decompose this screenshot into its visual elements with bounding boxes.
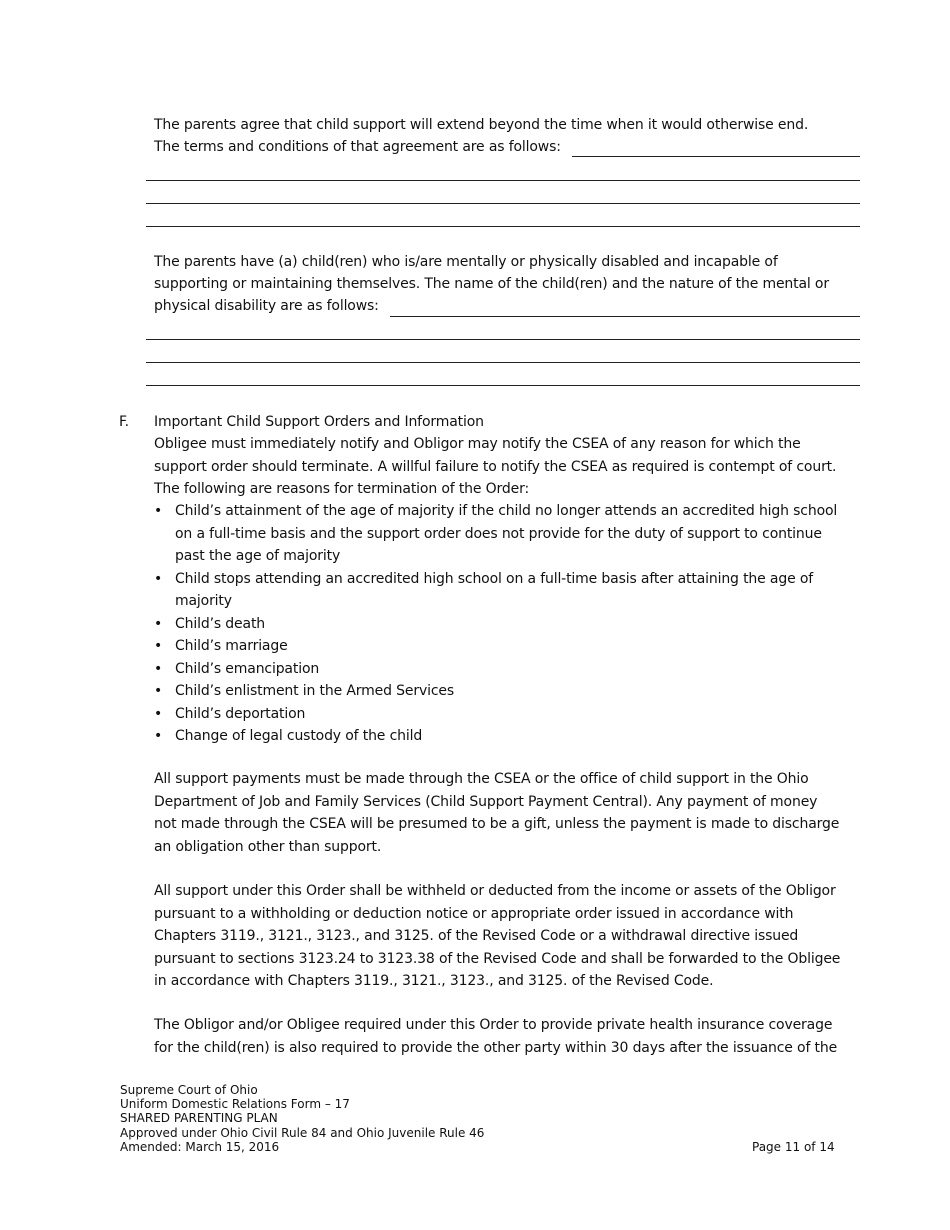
payments-paragraph	[154, 768, 839, 858]
withholding-paragraph	[154, 880, 840, 993]
list-item	[154, 635, 837, 658]
list-item	[154, 613, 837, 636]
list-item-line: • Child’s emancipation	[175, 660, 320, 677]
list-item-line: on a full-time basis and the support order does not provide for the duty of support to continue	[175, 525, 822, 542]
list-item	[154, 725, 837, 748]
list-item	[154, 703, 837, 726]
list-item	[154, 680, 837, 703]
section-letter: F.	[119, 414, 129, 430]
paragraph-line: an obligation other than support.	[154, 838, 382, 855]
page-footer	[120, 1083, 484, 1154]
footer-approved: Approved under Ohio Civil Rule 84 and Ohio Juvenile Rule 46	[120, 1125, 485, 1140]
section-heading: Important Child Support Orders and Information	[154, 414, 484, 430]
paragraph-line: All support payments must be made through the CSEA or the office of child support in the Ohio	[154, 771, 809, 787]
paragraph-line: support order should terminate. A willful failure to notify the CSEA as required is contempt of court.	[154, 458, 837, 475]
list-item-line: past the age of majority	[175, 548, 341, 564]
footer-amended: Amended: March 15, 2016	[120, 1139, 280, 1154]
insurance-paragraph	[154, 1014, 837, 1059]
paragraph-line: in accordance with Chapters 3119., 3121., 3123., and 3125. of the Revised Code.	[154, 973, 714, 989]
list-item-line: majority	[175, 593, 232, 609]
agreement-blank-line[interactable]	[146, 226, 860, 227]
agreement-input-line[interactable]	[572, 156, 860, 157]
paragraph-line: Chapters 3119., 3121., 3123., and 3125. of the Revised Code or a withdrawal directive issued	[154, 928, 799, 944]
agreement-text-line-2: The terms and conditions of that agreement are as follows:	[154, 139, 561, 155]
list-item-line: • Change of legal custody of the child	[175, 728, 423, 744]
paragraph-line: not made through the CSEA will be presumed to be a gift, unless the payment is made to discharge	[154, 816, 840, 832]
footer-plan: SHARED PARENTING PLAN	[120, 1111, 278, 1126]
list-item-line: • Child stops attending an accredited high school on a full-time basis after attaining the age of	[175, 570, 814, 587]
disability-blank-line[interactable]	[146, 339, 860, 340]
disability-input-line[interactable]	[390, 316, 860, 317]
list-item-line: • Child’s enlistment in the Armed Services	[175, 683, 454, 699]
footer-form: Uniform Domestic Relations Form – 17	[120, 1097, 350, 1112]
paragraph-line: pursuant to sections 3123.24 to 3123.38 of the Revised Code and shall be forwarded to the Obligee	[154, 950, 841, 967]
footer-court: Supreme Court of Ohio	[120, 1083, 258, 1097]
paragraph-line: Department of Job and Family Services (Child Support Payment Central). Any payment of money	[154, 793, 818, 810]
agreement-blank-line[interactable]	[146, 180, 860, 181]
paragraph-line: pursuant to a withholding or deduction notice or appropriate order issued in accordance with	[154, 905, 794, 922]
list-item	[154, 568, 837, 613]
list-item-line: • Child’s marriage	[175, 638, 288, 654]
list-item-line: • Child’s attainment of the age of majority if the child no longer attends an accredited high school	[175, 503, 838, 519]
list-item	[154, 500, 837, 568]
termination-intro-paragraph	[154, 433, 836, 501]
disability-blank-line[interactable]	[146, 385, 860, 386]
paragraph-line: The Obligor and/or Obligee required under this Order to provide private health insurance coverage	[154, 1017, 833, 1033]
disability-text-line-1: The parents have (a) child(ren) who is/are mentally or physically disabled and incapable of	[154, 254, 778, 270]
paragraph-line: Obligee must immediately notify and Obligor may notify the CSEA of any reason for which the	[154, 436, 801, 452]
page-number: Page 11 of 14	[752, 1140, 835, 1154]
list-item-line: • Child’s death	[175, 615, 266, 632]
list-item	[154, 658, 837, 681]
disability-text-line-3: physical disability are as follows:	[154, 298, 379, 314]
paragraph-line: All support under this Order shall be withheld or deducted from the income or assets of the Obligor	[154, 883, 836, 899]
disability-blank-line[interactable]	[146, 362, 860, 363]
paragraph-line: The following are reasons for termination of the Order:	[154, 481, 530, 497]
disability-text-line-2: supporting or maintaining themselves. The name of the child(ren) and the nature of the mental or	[154, 276, 829, 292]
agreement-text-line-1: The parents agree that child support will extend beyond the time when it would otherwise end.	[154, 117, 809, 133]
agreement-blank-line[interactable]	[146, 203, 860, 204]
paragraph-line: for the child(ren) is also required to provide the other party within 30 days after the issuance of the	[154, 1039, 838, 1056]
termination-reasons-list	[154, 500, 837, 748]
list-item-line: • Child’s deportation	[175, 705, 306, 722]
